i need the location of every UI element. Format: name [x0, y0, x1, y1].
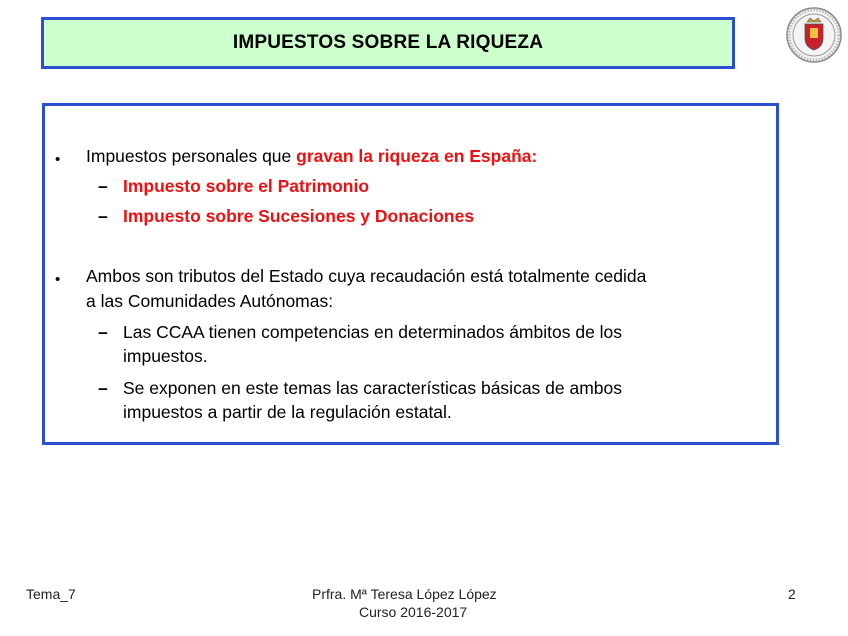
bullet-item-2-line1: Ambos son tributos del Estado cuya recaudación está totalmente cedida [86, 266, 647, 286]
university-seal-icon [785, 6, 843, 64]
bullet-item-2-line2: a las Comunidades Autónomas: [86, 291, 334, 311]
bullet-1-highlight: gravan la riqueza en España: [296, 146, 538, 166]
bullet-item-1 [86, 146, 537, 167]
dash-marker: – [98, 206, 108, 226]
sub-item-ccaa-line2: impuestos. [123, 346, 208, 366]
page-number: 2 [788, 586, 796, 602]
dash-marker: – [98, 378, 108, 398]
content-box [42, 103, 779, 445]
slide-title: IMPUESTOS SOBRE LA RIQUEZA [232, 32, 544, 53]
sub-item-sucesiones: Impuesto sobre Sucesiones y Donaciones [123, 206, 475, 226]
footer-left: Tema_7 [26, 586, 76, 602]
footer-center-line1: Prfra. Mª Teresa López López [312, 586, 497, 602]
dash-marker: – [98, 176, 108, 196]
sub-item-exponen-line2: impuestos a partir de la regulación estatal. [123, 402, 452, 422]
sub-item-patrimonio: Impuesto sobre el Patrimonio [123, 176, 370, 196]
bullet-marker: • [55, 271, 61, 288]
sub-item-exponen-line1: Se exponen en este temas las características básicas de ambos [123, 378, 623, 398]
sub-item-ccaa-line1: Las CCAA tienen competencias en determinados ámbitos de los [123, 322, 623, 342]
bullet-marker: • [55, 151, 61, 168]
title-box [41, 17, 735, 69]
footer-center-line2: Curso 2016-2017 [359, 604, 468, 620]
dash-marker: – [98, 322, 108, 342]
bullet-1-text: Impuestos personales que [86, 146, 297, 166]
